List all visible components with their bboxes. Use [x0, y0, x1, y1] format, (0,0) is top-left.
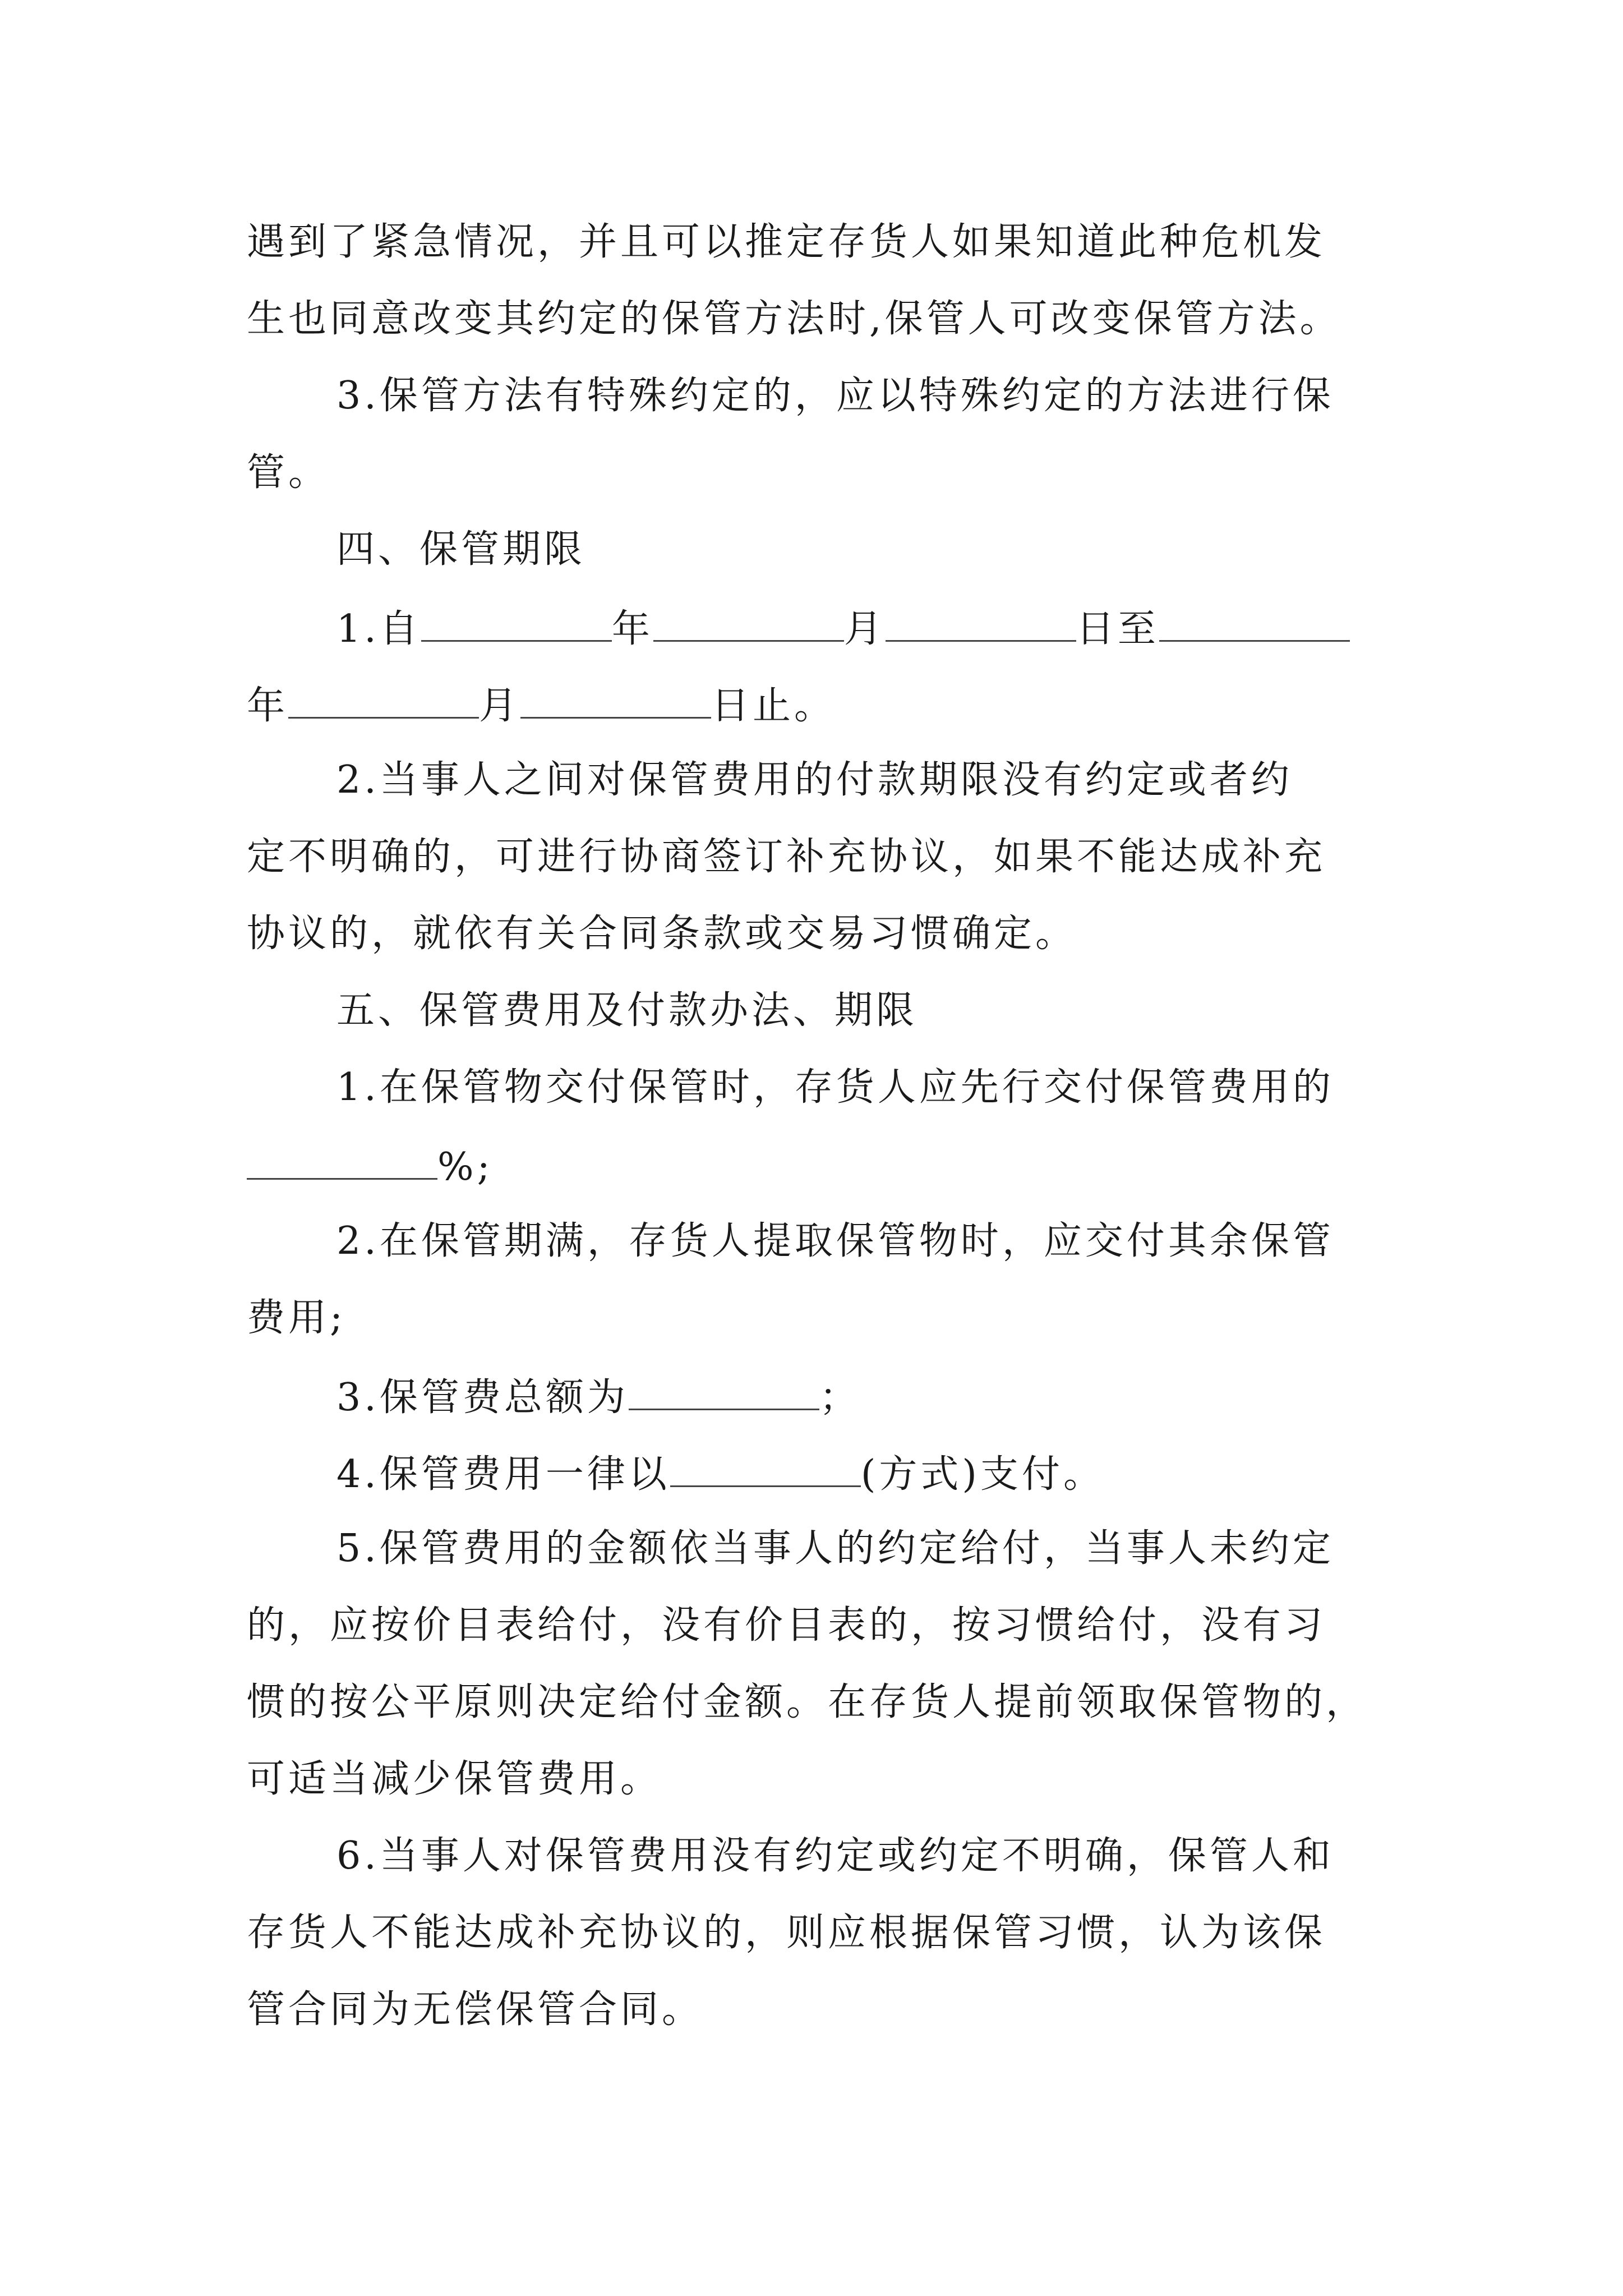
blank-field [288, 684, 479, 719]
blank-field [886, 608, 1076, 642]
text-line: 6.当事人对保管费用没有约定或约定不明确，保管人和 [336, 1834, 1334, 1878]
text-line: 可适当减少保管费用。 [247, 1757, 662, 1801]
text-line: 生也同意改变其约定的保管方法时,保管人可改变保管方法。 [247, 297, 1341, 341]
blank-field [653, 608, 844, 642]
text-line: 管合同为无偿保管合同。 [247, 1987, 704, 2032]
text-line: 1.在保管物交付保管时，存货人应先行交付保管费用的 [336, 1065, 1334, 1110]
blank-field [629, 1376, 819, 1410]
text-line: 年 月 日止。 [247, 684, 836, 728]
blank-field [670, 1453, 861, 1487]
text-line: %; [247, 1145, 494, 1186]
text-line: 管。 [247, 450, 330, 495]
text-line: 1.自 年 月 日至 [336, 608, 1350, 648]
text-line: 2.当事人之间对保管费用的付款期限没有约定或者约 [336, 758, 1293, 802]
text-line: 协议的，就依有关合同条款或交易习惯确定。 [247, 912, 1077, 956]
section-heading: 四、保管期限 [336, 527, 586, 572]
text-line: 存货人不能达成补充协议的，则应根据保管习惯，认为该保 [247, 1911, 1326, 1955]
text-line: 惯的按公平原则决定给付金额。在存货人提前领取保管物的， [247, 1680, 1368, 1724]
section-heading: 五、保管费用及付款办法、期限 [336, 988, 918, 1033]
text-line: 2.在保管期满，存货人提取保管物时，应交付其余保管 [336, 1219, 1334, 1263]
blank-field [520, 684, 711, 719]
blank-field [421, 608, 612, 642]
text-line: 3.保管费总额为 ； [336, 1375, 861, 1420]
text-line: 3.保管方法有特殊约定的，应以特殊约定的方法进行保 [336, 374, 1334, 418]
text-line: 的，应按价目表给付，没有价目表的，按习惯给付，没有习 [247, 1603, 1326, 1648]
text-line: 4.保管费用一律以 (方式)支付。 [336, 1452, 1105, 1497]
text-line: 费用; [247, 1296, 346, 1340]
blank-field [247, 1145, 437, 1180]
blank-field [1159, 608, 1350, 642]
text-line: 5.保管费用的金额依当事人的约定给付，当事人未约定 [336, 1526, 1334, 1571]
text-line: 遇到了紧急情况，并且可以推定存货人如果知道此种危机发 [247, 220, 1326, 264]
text-line: 定不明确的，可进行协商签订补充协议，如果不能达成补充 [247, 835, 1326, 879]
